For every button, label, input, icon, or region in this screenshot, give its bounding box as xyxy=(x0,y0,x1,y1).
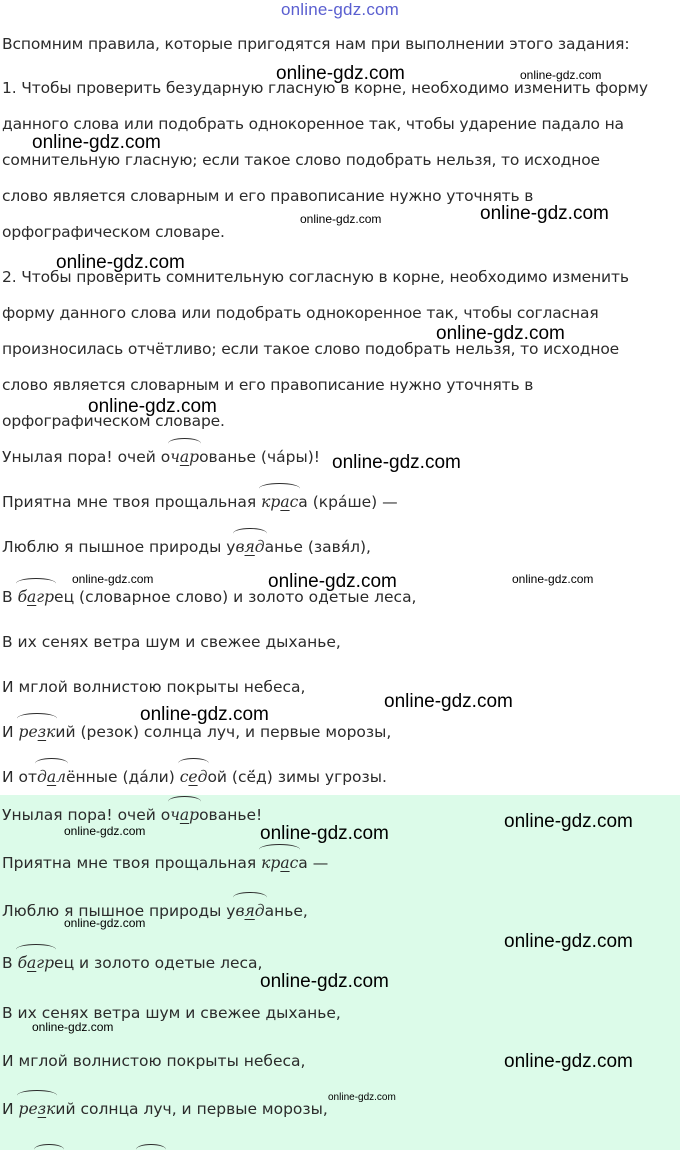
watermark: online-gdz.com xyxy=(72,572,154,586)
rule2-line: орфографическом словаре. xyxy=(2,412,225,430)
answer-line xyxy=(2,805,262,825)
poem-text: ованье (ча́ры)! xyxy=(199,448,320,466)
root-letter: д xyxy=(254,902,265,920)
answer-line: В их сенях ветра шум и свежее дыханье, xyxy=(2,1004,341,1022)
answer-line xyxy=(2,1099,328,1119)
poem-text: И от xyxy=(2,768,38,786)
root-letter: ре xyxy=(18,723,38,741)
root-letter: гр xyxy=(36,588,55,606)
poem-text: В xyxy=(2,588,18,606)
answer-line xyxy=(2,901,308,921)
rule1-line: орфографическом словаре. xyxy=(2,223,225,241)
root-mark xyxy=(19,1099,56,1119)
rule1-line: данного слова или подобрать однокоренное так, чтобы ударение падало на xyxy=(2,115,624,133)
answer-text: анье, xyxy=(264,902,308,920)
poem-text: И xyxy=(2,723,19,741)
root-mark xyxy=(18,587,54,607)
answer-text: В xyxy=(2,954,18,972)
watermark: online-gdz.com xyxy=(260,971,389,992)
watermark: online-gdz.com xyxy=(520,68,602,82)
rule2-line: форму данного слова или подобрать однокоренное так, чтобы согласная xyxy=(2,304,599,322)
root-letter: б xyxy=(17,588,28,606)
root-arc-icon xyxy=(233,528,266,539)
root-mark xyxy=(37,767,66,787)
root-arc-icon xyxy=(233,892,266,903)
poem-line xyxy=(2,767,387,787)
root-arc-icon xyxy=(17,713,58,724)
poem-text: ий (резок) солнца луч, и первые морозы, xyxy=(55,723,392,741)
root-arc-icon xyxy=(17,1090,58,1101)
root-letter: д xyxy=(197,768,208,786)
watermark: online-gdz.com xyxy=(32,132,161,153)
root-letter: ч xyxy=(170,448,180,466)
root-letter: р xyxy=(189,448,200,466)
root-mark xyxy=(170,447,199,467)
root-letter: кр xyxy=(261,493,281,511)
poem-text: анье (завя́л), xyxy=(264,538,371,556)
root-letter: ре xyxy=(18,1100,38,1118)
poem-text: Люблю я пышное природы у xyxy=(2,538,236,556)
root-arc-icon xyxy=(16,944,56,955)
rule1-line: 1. Чтобы проверить безударную гласную в корне, необходимо изменить форму xyxy=(2,79,648,97)
poem-text: ой (сё́д) зимы угрозы. xyxy=(207,768,387,786)
root-letter: гр xyxy=(36,954,55,972)
root-mark xyxy=(261,492,298,512)
answer-text: ец и золото одетые леса, xyxy=(54,954,263,972)
poem-line xyxy=(2,492,398,512)
watermark: online-gdz.com xyxy=(64,916,146,930)
root-letter: ч xyxy=(170,806,180,824)
poem-text: Приятна мне твоя прощальная xyxy=(2,493,262,511)
poem-line xyxy=(2,447,320,467)
root-vowel: а xyxy=(27,588,37,606)
watermark: online-gdz.com xyxy=(64,824,146,838)
watermark: online-gdz.com xyxy=(328,1092,396,1103)
root-letter: с xyxy=(179,768,189,786)
root-letter: с xyxy=(289,493,299,511)
root-mark xyxy=(261,853,298,873)
answer-text: Унылая пора! очей о xyxy=(2,806,171,824)
root-arc-icon xyxy=(16,578,56,589)
root-letter: в xyxy=(235,902,245,920)
root-letter: в xyxy=(235,538,245,556)
poem-line: В их сенях ветра шум и свежее дыханье, xyxy=(2,633,341,651)
root-vowel: я xyxy=(244,538,255,556)
watermark: online-gdz.com xyxy=(300,212,382,226)
root-consonant: з xyxy=(37,723,47,741)
answer-line xyxy=(2,853,328,873)
root-mark xyxy=(180,767,208,787)
watermark: online-gdz.com xyxy=(140,704,269,725)
watermark: online-gdz.com xyxy=(504,931,633,952)
root-vowel: а xyxy=(179,448,190,466)
root-letter: л xyxy=(56,768,66,786)
root-arc-icon xyxy=(178,758,210,769)
watermark: online-gdz.com xyxy=(260,823,389,844)
site-title-link[interactable]: online-gdz.com xyxy=(280,0,400,19)
poem-text: ец (словарное слово) и золото одетые леса, xyxy=(54,588,417,606)
rule2-line: произносилась отчётливо; если такое слово подобрать нельзя, то исходное xyxy=(2,340,620,358)
watermark: online-gdz.com xyxy=(268,571,397,592)
root-letter: д xyxy=(37,768,47,786)
rule1-line: сомнительную гласную; если такое слово подобрать нельзя, то исходное xyxy=(2,151,600,169)
answer-text: ий солнца луч, и первые морозы, xyxy=(55,1100,328,1118)
watermark: online-gdz.com xyxy=(512,572,594,586)
root-vowel: я xyxy=(244,902,255,920)
watermark: online-gdz.com xyxy=(56,252,185,273)
intro-text: Вспомним правила, которые пригодятся нам при выполнении этого задания: xyxy=(2,35,630,53)
answer-text: ованье! xyxy=(199,806,263,824)
watermark: online-gdz.com xyxy=(332,452,461,473)
root-letter: д xyxy=(254,538,265,556)
rule2-line: 2. Чтобы проверить сомнительную согласную в корне, необходимо изменить xyxy=(2,268,629,286)
rule2-line: слово является словарным и его правописание нужно уточнять в xyxy=(2,376,534,394)
root-arc-icon xyxy=(168,438,201,449)
poem-line: И мглой волнистою покрыты небеса, xyxy=(2,678,306,696)
poem-text: Унылая пора! очей о xyxy=(2,448,171,466)
root-letter: к xyxy=(46,723,56,741)
root-arc-icon xyxy=(35,758,68,769)
root-mark xyxy=(235,901,264,921)
root-mark xyxy=(19,722,56,742)
poem-text: ённые (да́ли) xyxy=(66,768,180,786)
watermark: online-gdz.com xyxy=(88,396,217,417)
root-arc-icon xyxy=(259,483,300,494)
watermark: online-gdz.com xyxy=(436,323,565,344)
watermark: online-gdz.com xyxy=(504,1051,633,1072)
root-letter: кр xyxy=(261,854,281,872)
root-arc-icon xyxy=(168,796,201,807)
answer-text: Люблю я пышное природы у xyxy=(2,902,236,920)
root-letter: к xyxy=(46,1100,56,1118)
watermark: online-gdz.com xyxy=(32,1020,114,1034)
rule1-line: слово является словарным и его правописание нужно уточнять в xyxy=(2,187,534,205)
watermark: online-gdz.com xyxy=(480,203,609,224)
watermark: online-gdz.com xyxy=(276,63,405,84)
root-arc-icon xyxy=(259,844,300,855)
answer-text: а — xyxy=(298,854,329,872)
root-letter: б xyxy=(17,954,28,972)
root-consonant: з xyxy=(37,1100,47,1118)
poem-text: а (кра́ше) — xyxy=(298,493,398,511)
root-mark xyxy=(170,805,199,825)
poem-line xyxy=(2,537,371,557)
root-vowel: а xyxy=(280,493,290,511)
root-mark xyxy=(18,953,54,973)
root-vowel: а xyxy=(27,954,37,972)
root-vowel: а xyxy=(280,854,290,872)
root-letter: р xyxy=(189,806,200,824)
root-vowel: е xyxy=(188,768,198,786)
watermark: online-gdz.com xyxy=(504,811,633,832)
answer-line xyxy=(2,953,262,973)
root-letter: с xyxy=(289,854,299,872)
root-vowel: а xyxy=(179,806,190,824)
watermark: online-gdz.com xyxy=(384,691,513,712)
root-vowel: а xyxy=(46,768,57,786)
answer-text: Приятна мне твоя прощальная xyxy=(2,854,262,872)
answer-text: И xyxy=(2,1100,19,1118)
root-mark xyxy=(235,537,264,557)
answer-line: И мглой волнистою покрыты небеса, xyxy=(2,1052,306,1070)
